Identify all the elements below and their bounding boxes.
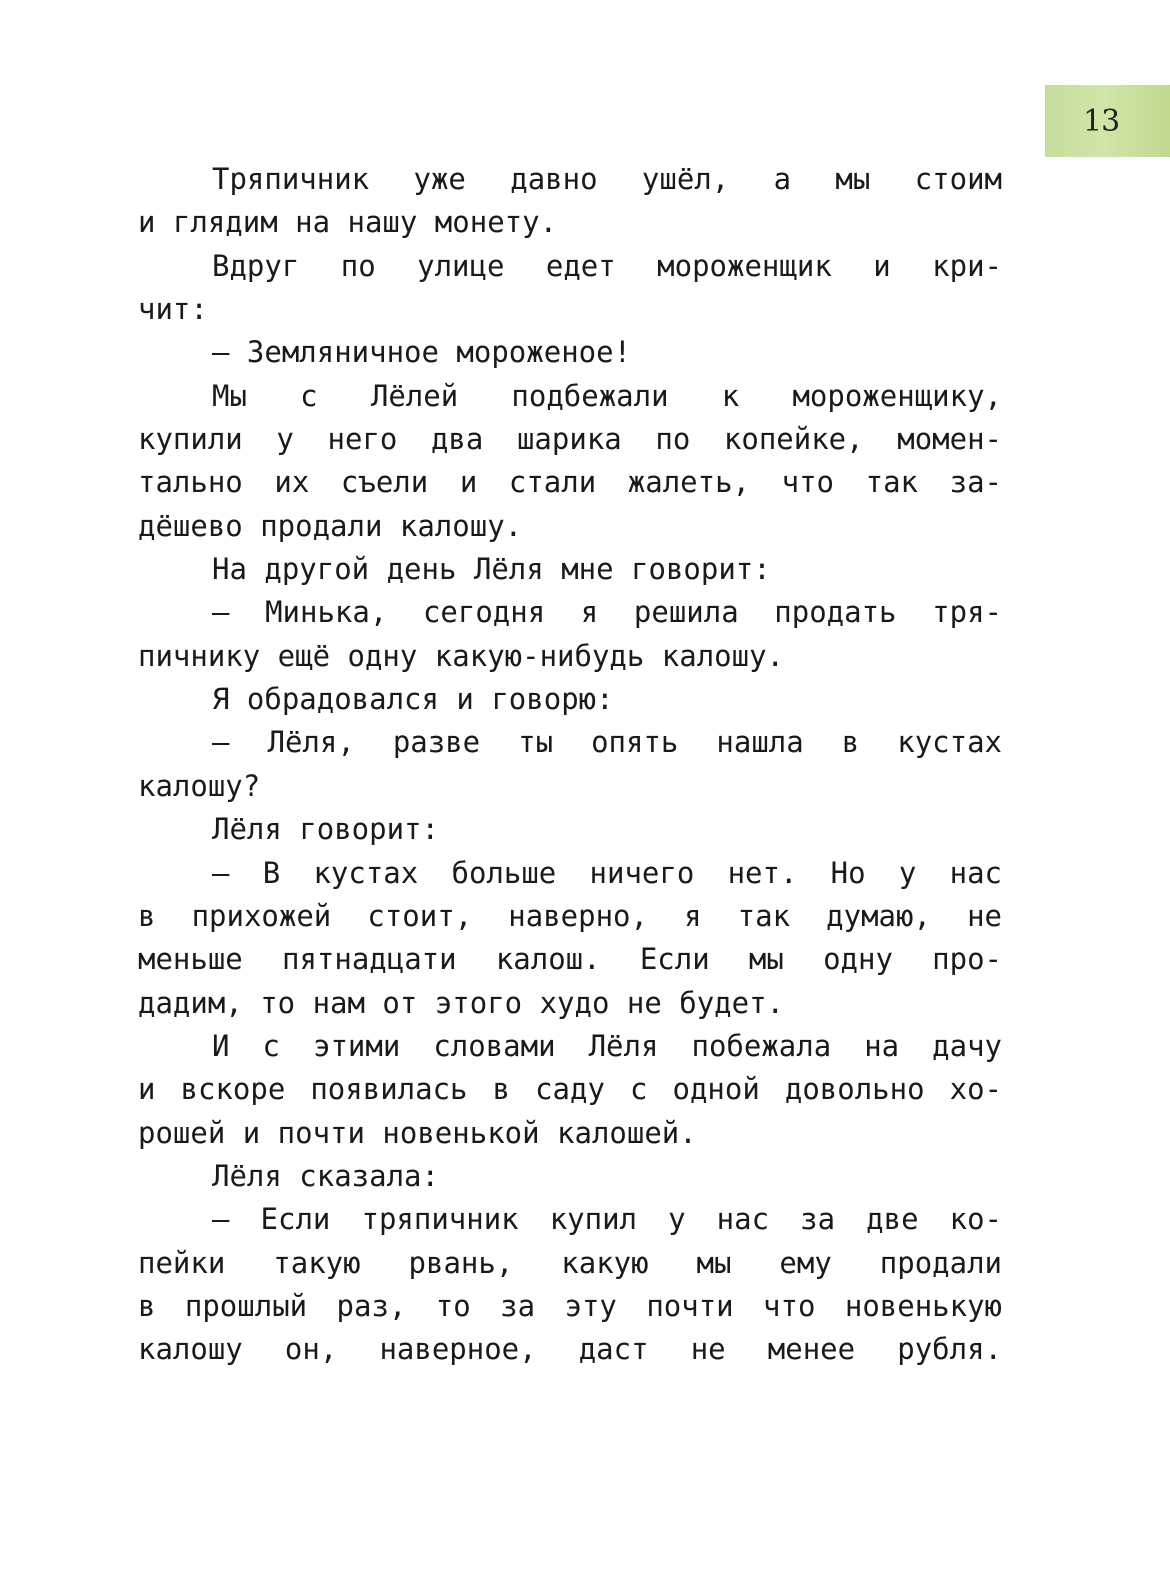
text-line: Вдруг по улице едет мороженщик и кри-: [212, 248, 1002, 283]
text-line: пейки такую рвань, какую мы ему продали: [138, 1245, 1002, 1280]
text-line: Тряпичник уже давно ушёл, а мы стоим: [212, 162, 1002, 196]
text-line: в прошлый раз, то за эту почти что новенькую: [138, 1288, 1002, 1323]
text-line: дадим, то нам от этого худо не будет.: [138, 985, 785, 1020]
text-line: И с этими словами Лёля побежала на дачу: [212, 1028, 1002, 1063]
text-line: Я обрадовался и говорю:: [212, 682, 614, 717]
text-line: меньше пятнадцати калош. Если мы одну про-: [138, 942, 1002, 977]
text-line: Лёля говорит:: [212, 812, 439, 847]
text-line: — В кустах больше ничего нет. Но у нас: [212, 855, 1002, 890]
text-line: тально их съели и стали жалеть, что так за-: [138, 465, 1002, 500]
text-line: калошу?: [138, 768, 261, 803]
text-line: На другой день Лёля мне говорит:: [212, 552, 771, 587]
text-line: в прихожей стоит, наверно, я так думаю, не: [138, 898, 1002, 933]
page-number-tab: [1045, 85, 1170, 157]
page-number: 13: [1083, 103, 1120, 139]
story-text: [138, 158, 1002, 1372]
text-line: — Минька, сегодня я решила продать тря-: [212, 595, 1002, 630]
text-line: Лёля сказала:: [212, 1158, 439, 1193]
text-line: купили у него два шарика по копейке, момен-: [138, 422, 1002, 457]
text-line: и глядим на нашу монету.: [138, 205, 558, 240]
text-line: Мы с Лёлей подбежали к мороженщику,: [212, 378, 1002, 413]
text-line: — Если тряпичник купил у нас за две ко-: [212, 1202, 1002, 1237]
text-line: — Лёля, разве ты опять нашла в кустах: [212, 725, 1002, 760]
text-line: калошу он, наверное, даст не менее рубля.: [138, 1332, 1002, 1367]
text-line: рошей и почти новенькой калошей.: [138, 1115, 697, 1150]
text-line: — Земляничное мороженое!: [212, 335, 632, 370]
text-line: пичнику ещё одну какую-нибудь калошу.: [138, 638, 785, 673]
text-line: чит:: [138, 292, 208, 327]
text-line: и вскоре появилась в саду с одной довольно хо-: [138, 1072, 1002, 1107]
text-line: дёшево продали калошу.: [138, 508, 523, 543]
